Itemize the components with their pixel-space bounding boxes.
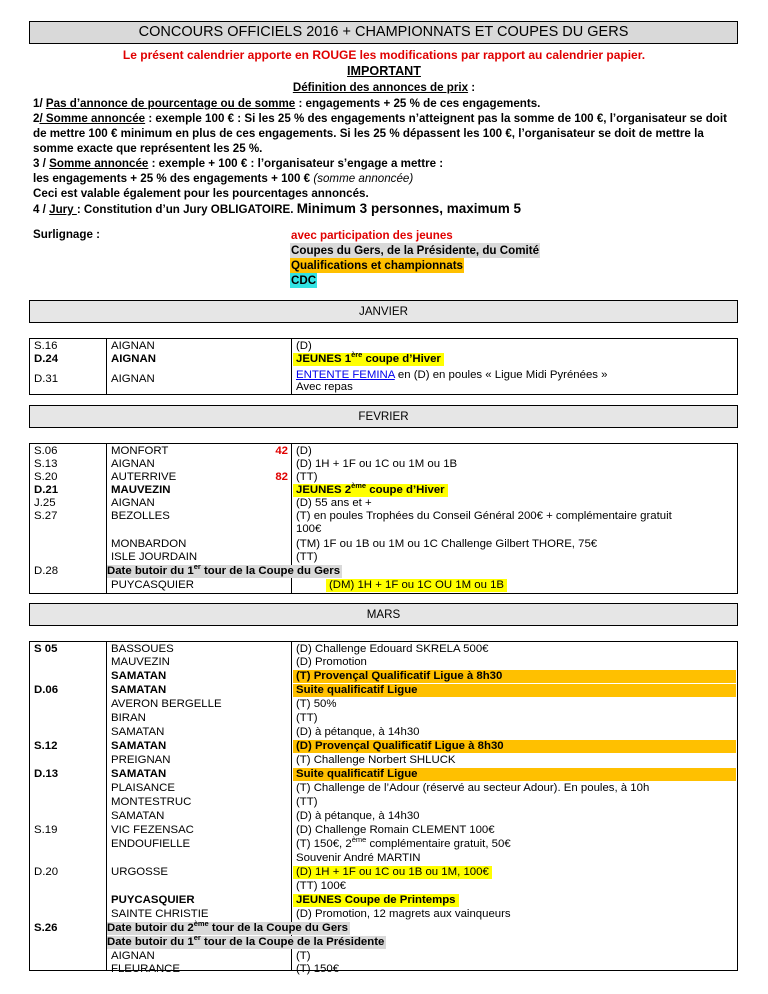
red-notice: Le présent calendrier apporte en ROUGE les modifications par rapport au calendrier papier. xyxy=(122,48,646,62)
table-row: S.12 SAMATAN (D) Provençal Qualificatif Ligue à 8h30 xyxy=(30,740,737,753)
page-title: CONCOURS OFFICIELS 2016 + CHAMPIONNATS ET COUPES DU GERS xyxy=(29,21,738,44)
definition-3-line2: les engagements + 25 % des engagements + 100 € (somme annoncée) xyxy=(33,172,414,185)
legend-coupes: Coupes du Gers, de la Présidente, du Comité xyxy=(291,244,540,257)
mars-table xyxy=(29,641,738,975)
table-row: MONBARDON (TM) 1F ou 1B ou 1M ou 1C Challenge Gilbert THORE, 75€ xyxy=(111,538,598,550)
table-row: Date butoir du 1er tour de la Coupe de la Présidente xyxy=(107,933,385,948)
definition-3: 3 / Somme annoncée : exemple + 100 € : l’organisateur s’engage a mettre : xyxy=(33,157,444,170)
table-row: D.21 MAUVEZIN JEUNES 2ème coupe d’Hiver xyxy=(30,484,737,497)
month-header-janvier: JANVIER xyxy=(29,300,738,323)
table-row: S.26 Date butoir du 2ème tour de la Coupe du Gers xyxy=(34,919,348,934)
table-row: S.16 AIGNAN (D) xyxy=(34,340,312,352)
table-row: SAMATAN (D) à pétanque, à 14h30 xyxy=(111,810,420,822)
table-row: MONTESTRUC (TT) xyxy=(111,796,318,808)
table-row: S.19 VIC FEZENSAC (D) Challenge Romain CLEMENT 100€ xyxy=(34,824,495,836)
table-row: S.13 AIGNAN (D) 1H + 1F ou 1C ou 1M ou 1B xyxy=(34,458,458,470)
table-row: FLEURANCE (T) 150€ xyxy=(111,963,340,975)
table-row: S.20 AUTERRIVE 82 (TT) xyxy=(34,471,318,483)
janvier-table xyxy=(29,338,738,395)
definition-4: 4 / Jury : Constitution d’un Jury OBLIGATOIRE. Minimum 3 personnes, maximum 5 xyxy=(33,201,521,216)
surlignage-label: Surlignage : xyxy=(33,228,100,241)
table-row: ISLE JOURDAIN (TT) xyxy=(111,551,318,563)
table-row: SAMATAN (T) Provençal Qualificatif Ligue à 8h30 xyxy=(30,670,737,683)
definition-3-line3: Ceci est valable également pour les pourcentages annoncés. xyxy=(33,187,369,200)
table-row: (TT) 100€ xyxy=(296,880,347,892)
table-row: J.25 AIGNAN (D) 55 ans et + xyxy=(34,497,372,509)
table-row: PLAISANCE (T) Challenge de l’Adour (réservé au secteur Adour). En poules, à 10h xyxy=(111,782,650,794)
table-row: D.31 AIGNAN ENTENTE FEMINA en (D) en poules « Ligue Midi Pyrénées » xyxy=(34,369,608,385)
entente-femina-link[interactable]: ENTENTE FEMINA xyxy=(296,369,395,381)
table-row: PUYCASQUIER (DM) 1H + 1F ou 1C OU 1M ou 1B xyxy=(30,579,737,592)
definition-2: 2/ Somme annoncée : exemple 100 € : Si les 25 % des engagements n’atteignent pas la somme de 100 €, l’organisateur se doit de mettre 100 € minimum en plus de ces engagements. Si les 25 % dépassent les 100 €, l’organisateur se doit de mettre la somme exacte que représentent les 25 %. xyxy=(33,112,727,155)
table-row: AVERON BERGELLE (T) 50% xyxy=(111,698,337,710)
table-row: AIGNAN (T) xyxy=(111,950,311,962)
table-row: D.06 SAMATAN Suite qualificatif Ligue xyxy=(30,684,737,697)
table-row: 100€ xyxy=(296,523,322,535)
month-header-mars: MARS xyxy=(29,603,738,626)
definition-title: Définition des annonces de prix : xyxy=(292,81,476,94)
definitions xyxy=(33,96,743,217)
table-row: BIRAN (TT) xyxy=(111,712,318,724)
table-row: D.13 SAMATAN Suite qualificatif Ligue xyxy=(30,768,737,781)
important-heading: IMPORTANT xyxy=(347,64,421,78)
table-row: D.24 AIGNAN JEUNES 1ère coupe d’Hiver xyxy=(30,353,737,366)
table-row: MAUVEZIN (D) Promotion xyxy=(111,656,367,668)
month-header-fevrier: FEVRIER xyxy=(29,405,738,428)
table-row: SAMATAN (D) à pétanque, à 14h30 xyxy=(111,726,420,738)
table-row: S.27 BEZOLLES (T) en poules Trophées du Conseil Général 200€ + complémentaire gratuit xyxy=(34,510,672,522)
table-row: Souvenir André MARTIN xyxy=(296,852,421,864)
legend-qualifications: Qualifications et championnats xyxy=(291,259,464,272)
table-row: D.20 URGOSSE (D) 1H + 1F ou 1C ou 1B ou 1M, 100€ xyxy=(30,866,737,879)
table-row: PUYCASQUIER JEUNES Coupe de Printemps xyxy=(30,894,737,907)
table-row: PREIGNAN (T) Challenge Norbert SHLUCK xyxy=(111,754,456,766)
fevrier-table xyxy=(29,443,738,594)
table-row: Avec repas xyxy=(296,381,353,393)
table-row: S 05 BASSOUES (D) Challenge Edouard SKRELA 500€ xyxy=(34,643,489,655)
legend-jeunes: avec participation des jeunes xyxy=(291,229,453,242)
table-row: S.06 MONFORT 42 (D) xyxy=(34,445,312,457)
table-row: SAINTE CHRISTIE (D) Promotion, 12 magrets aux vainqueurs xyxy=(111,908,511,920)
legend-cdc: CDC xyxy=(291,274,317,287)
definition-1: 1/ Pas d’annonce de pourcentage ou de somme : engagements + 25 % de ces engagements. xyxy=(33,97,541,110)
table-row: D.28 Date butoir du 1er tour de la Coupe du Gers xyxy=(34,562,341,577)
table-row: ENDOUFIELLE (T) 150€, 2ème complémentaire gratuit, 50€ xyxy=(111,835,511,850)
